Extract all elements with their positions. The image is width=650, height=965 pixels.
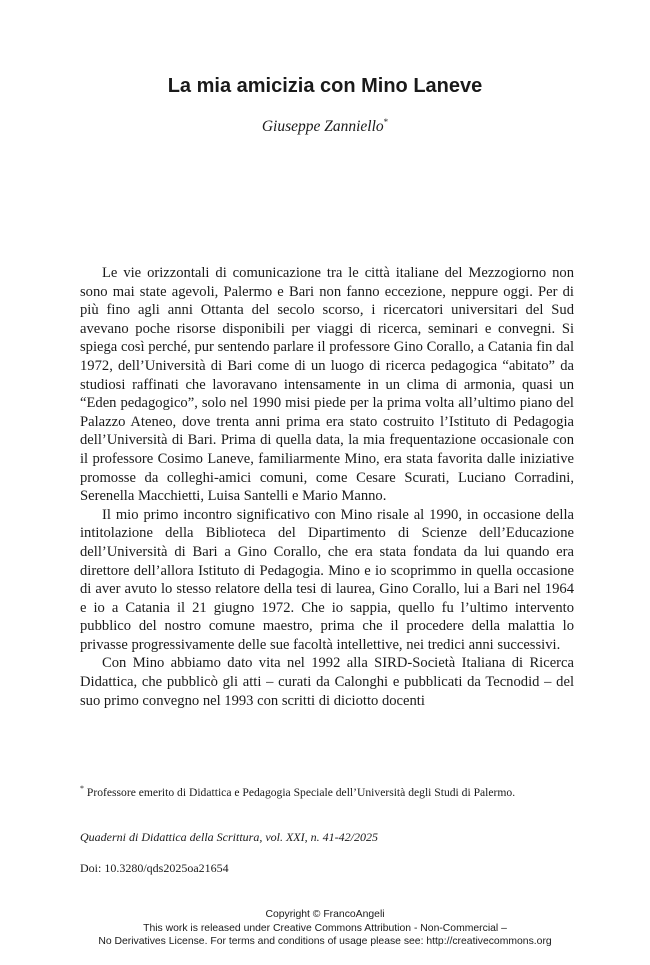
license-line: This work is released under Creative Commons Attribution - Non-Commercial –: [143, 922, 507, 934]
paragraph: Le vie orizzontali di comunicazione tra le città italiane del Mezzogiorno non sono mai state agevoli, Palermo e Bari non fanno eccezione, neppure oggi. Per di più fino agli anni Ottanta del secolo scorso, i ricercatori universitari del Sud avevano poche risorse disponibili per viaggi di ricerca, seminari e convegni. Si spiega così perché, pur sentendo parlare il professore Gino Corallo, a Catania fin dal 1972, dell’Università di Bari come di un luogo di ricerca pedagogica “abitato” da studiosi raffinati che lavoravano intensamente in un clima di armonia, quasi un “Eden pedagogico”, solo nel 1990 misi piede per la prima volta all’ultimo piano del Palazzo Ateneo, dove trenta anni prima era stato costruito l’Istituto di Pedagogia dell’Università di Bari. Prima di quella data, la mia frequentazione occasionale con il professore Cosimo Laneve, familiarmente Mino, era stata favorita dalle iniziative promosse da colleghi-amici comuni, come Cesare Scurati, Luciano Corradini, Serenella Macchietti, Luisa Santelli e Mario Manno.: [80, 265, 574, 505]
doi: Doi: 10.3280/qds2025oa21654: [80, 861, 229, 875]
paragraph: Il mio primo incontro significativo con Mino risale al 1990, in occasione della intitolazione della Biblioteca del Dipartimento di Scienze dell’Educazione dell’Università di Bari a Gino Corallo, che era stata fondata da lui quando era direttore dell’allora Istituto di Pedagogia. Mino e io scoprimmo in quella occasione di aver avuto lo stesso relatore della tesi di laurea, Gino Corallo, lui a Bari nel 1964 e io a Catania il 21 giugno 1972. Che io sappia, quello fu l’ultimo intervento pubblico del nostro comune maestro, prima che il procedere della malattia lo privasse progressivamente delle sue facoltà intellettive, nei tredici anni successivi.: [80, 506, 574, 653]
journal-citation: Quaderni di Didattica della Scrittura, vol. XXI, n. 41-42/2025: [80, 830, 378, 844]
paragraph: Con Mino abbiamo dato vita nel 1992 alla SIRD-Società Italiana di Ricerca Didattica, che pubblicò gli atti – curati da Calonghi e pubblicati da Tecnodid – del suo primo convegno nel 1993 con scritti di diciotto docenti: [80, 655, 574, 709]
copyright-line: Copyright © FrancoAngeli: [265, 909, 385, 920]
footnote-reference-mark: *: [383, 116, 389, 127]
footnote-text: Professore emerito di Didattica e Pedagogia Speciale dell’Università degli Studi di Palermo.: [86, 786, 516, 799]
footnote-mark: *: [80, 784, 84, 794]
author-name-text: Giuseppe Zanniello: [261, 118, 384, 135]
author-name: [0, 116, 650, 138]
footnote: [80, 785, 574, 801]
article-title: La mia amicizia con Mino Laneve: [167, 75, 483, 97]
license-notice: [0, 908, 650, 949]
license-url-line: No Derivatives License. For terms and conditions of usage please see: http://creativecommons.org: [98, 936, 552, 947]
article-body: [80, 264, 574, 710]
